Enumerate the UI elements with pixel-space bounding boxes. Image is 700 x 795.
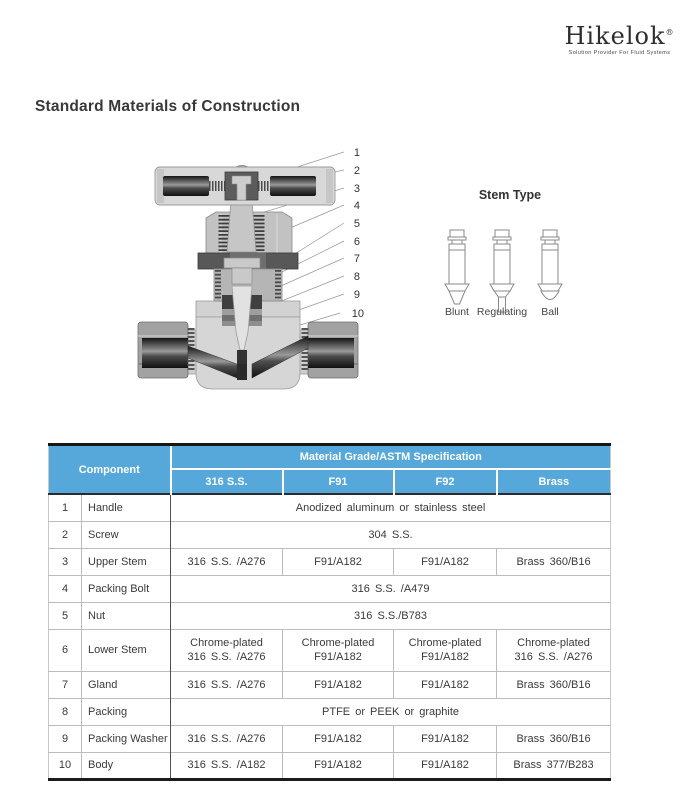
row-number: 4 (49, 575, 82, 602)
callout-label: 8 (353, 271, 360, 283)
spec-cell: Brass 377/B283 (497, 752, 611, 779)
spec-cell: Brass 360/B16 (497, 548, 611, 575)
table-row (49, 671, 611, 698)
callout-label: 1 (353, 147, 360, 159)
stem-type-figures (420, 216, 600, 320)
callout-label: 4 (353, 200, 360, 212)
table-header-row-1 (49, 445, 611, 470)
spec-cell: 316 S.S. /A276 (171, 671, 283, 698)
callout-label: 2 (353, 165, 360, 177)
valve-cross-section-diagram (130, 140, 370, 395)
regulating-stem-figure (490, 230, 514, 312)
row-number: 1 (49, 494, 82, 521)
stem-type-title: Stem Type (478, 188, 542, 202)
registered-mark: ® (665, 28, 675, 37)
table-row (49, 602, 611, 629)
spec-cell: Brass 360/B16 (497, 671, 611, 698)
materials-table (48, 443, 611, 781)
spec-cell: Brass 360/B16 (497, 725, 611, 752)
spec-cell: Chrome-plated F91/A182 (283, 629, 394, 671)
row-number: 5 (49, 602, 82, 629)
component-name: Gland (82, 671, 171, 698)
spec-cell: PTFE or PEEK or graphite (171, 698, 611, 725)
spec-cell: Anodized aluminum or stainless steel (171, 494, 611, 521)
callout-label: 5 (353, 218, 360, 230)
right-fitting (305, 322, 358, 378)
table-row (49, 575, 611, 602)
callout-numbers (352, 147, 364, 320)
spec-cell: Chrome-plated 316 S.S. /A276 (497, 629, 611, 671)
row-number: 9 (49, 725, 82, 752)
col-header-f91: F91 (283, 469, 394, 494)
upper-stem (227, 200, 256, 252)
page-title: Standard Materials of Construction (35, 98, 301, 115)
spec-cell: Chrome-plated F91/A182 (394, 629, 497, 671)
callout-label: 6 (353, 236, 360, 248)
spec-cell: F91/A182 (394, 752, 497, 779)
material-grade-header: Material Grade/ASTM Specification (171, 445, 611, 470)
ball-stem-figure (538, 230, 562, 300)
spec-cell: 316 S.S. /A276 (171, 725, 283, 752)
component-name: Packing Washer (82, 725, 171, 752)
spec-cell: F91/A182 (394, 548, 497, 575)
row-number: 7 (49, 671, 82, 698)
spec-cell: 316 S.S. /A479 (171, 575, 611, 602)
spec-cell: Chrome-plated 316 S.S. /A276 (171, 629, 283, 671)
callout-label: 10 (351, 308, 364, 320)
component-name: Packing (82, 698, 171, 725)
table-row (49, 548, 611, 575)
component-header: Component (49, 445, 171, 495)
row-number: 8 (49, 698, 82, 725)
row-number: 2 (49, 521, 82, 548)
table-row (49, 725, 611, 752)
handle (155, 166, 335, 206)
brand-logo (557, 20, 682, 56)
callout-label: 3 (353, 183, 360, 195)
row-number: 6 (49, 629, 82, 671)
spec-cell: 316 S.S. /A276 (171, 548, 283, 575)
col-header-f92: F92 (394, 469, 497, 494)
table-row (49, 521, 611, 548)
col-header-316ss: 316 S.S. (171, 469, 283, 494)
spec-cell: 304 S.S. (171, 521, 611, 548)
spec-cell: F91/A182 (394, 725, 497, 752)
spec-cell: F91/A182 (283, 548, 394, 575)
spec-cell: F91/A182 (394, 671, 497, 698)
left-fitting (138, 322, 191, 378)
table-row (49, 752, 611, 779)
spec-cell: F91/A182 (283, 725, 394, 752)
spec-cell: 316 S.S. /A182 (171, 752, 283, 779)
brand-name: Hikelok® (564, 22, 675, 50)
table-row (49, 698, 611, 725)
brand-tagline: Solution Provider For Fluid Systems (568, 50, 671, 56)
stem-label-ball: Ball (541, 306, 559, 318)
spec-cell: F91/A182 (283, 752, 394, 779)
callout-label: 7 (353, 253, 360, 265)
spec-cell: F91/A182 (283, 671, 394, 698)
callout-label: 9 (353, 289, 360, 301)
col-header-brass: Brass (497, 469, 611, 494)
row-number: 10 (49, 752, 82, 779)
row-number: 3 (49, 548, 82, 575)
stem-label-blunt: Blunt (445, 306, 469, 318)
component-name: Upper Stem (82, 548, 171, 575)
component-name: Handle (82, 494, 171, 521)
spec-cell: 316 S.S./B783 (171, 602, 611, 629)
table-row (49, 629, 611, 671)
stem-label-regulating: Regulating (476, 306, 528, 318)
component-name: Nut (82, 602, 171, 629)
blunt-stem-figure (445, 230, 469, 304)
component-name: Lower Stem (82, 629, 171, 671)
component-name: Body (82, 752, 171, 779)
component-name: Packing Bolt (82, 575, 171, 602)
table-row (49, 494, 611, 521)
component-name: Screw (82, 521, 171, 548)
